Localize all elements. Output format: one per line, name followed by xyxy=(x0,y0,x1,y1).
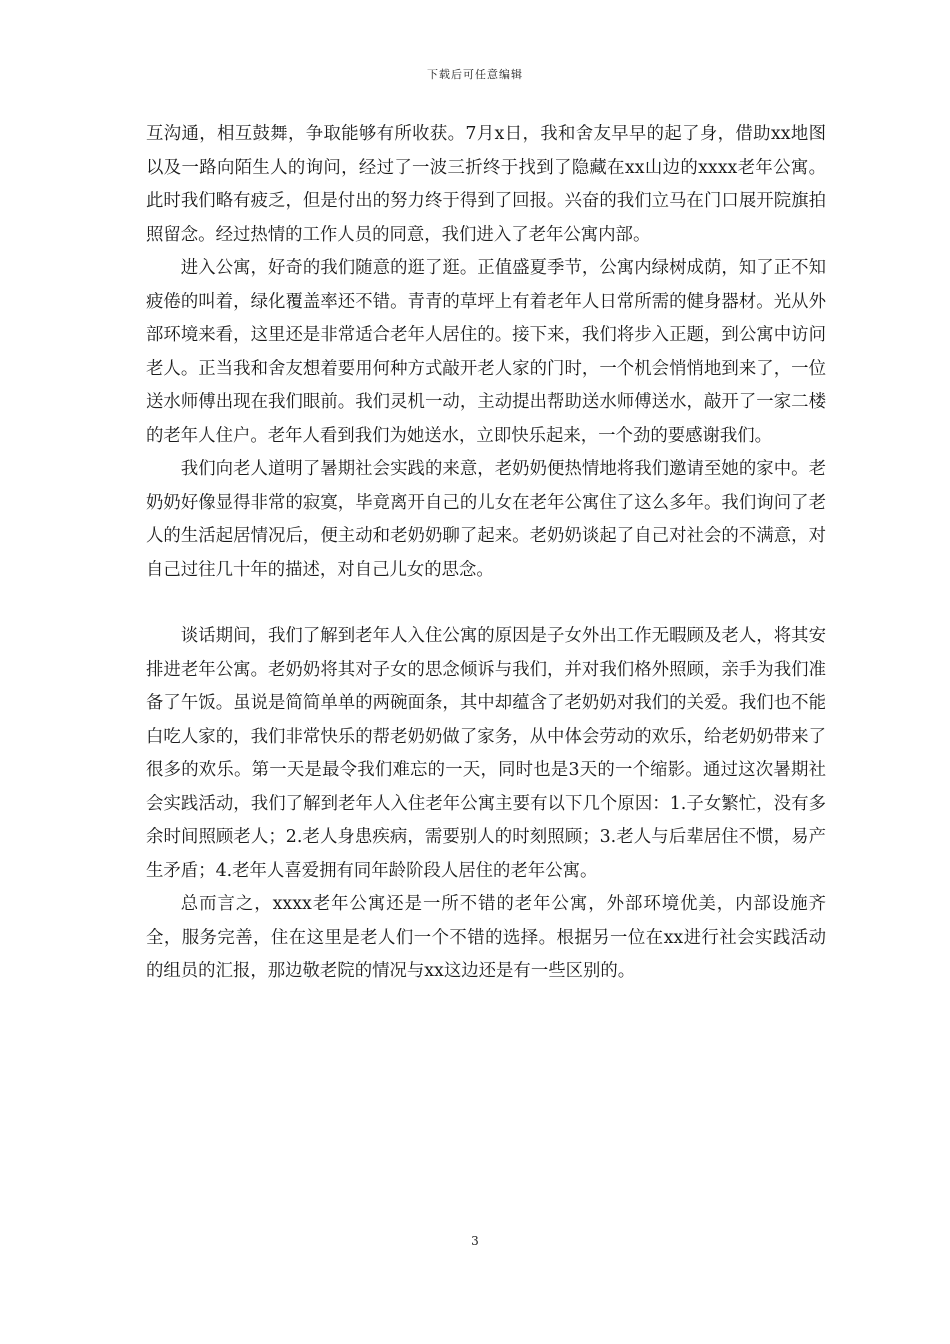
document-body xyxy=(146,118,826,989)
paragraph-visit-grandma: 我们向老人道明了暑期社会实践的来意，老奶奶便热情地将我们邀请至她的家中。老奶奶好像显得非常的寂寞，毕竟离开自己的儿女在老年公寓住了这么多年。我们询问了老人的生活起居情况后，便主动和老奶奶聊了起来。老奶奶谈起了自己对社会的不满意，对自己过往几十年的描述，对自己儿女的思念。 xyxy=(146,459,826,580)
paragraph-conclusion: 总而言之，xxxx老年公寓还是一所不错的老年公寓，外部环境优美，内部设施齐全，服务完善，住在这里是老人们一个不错的选择。根据另一位在xx进行社会实践活动的组员的汇报，那边敬老院的情况与xx这边还是有一些区别的。 xyxy=(146,894,826,981)
paragraph-entering-apartment: 进入公寓，好奇的我们随意的逛了逛。正值盛夏季节，公寓内绿树成荫，知了正不知疲倦的叫着，绿化覆盖率还不错。青青的草坪上有着老年人日常所需的健身器材。光从外部环境来看，这里还是非常适合老年人居住的。接下来，我们将步入正题，到公寓中访问老人。正当我和舍友想着要用何种方式敲开老人家的门时，一个机会悄悄地到来了，一位送水师傅出现在我们眼前。我们灵机一动，主动提出帮助送水师傅送水，敲开了一家二楼的老年人住户。老年人看到我们为她送水，立即快乐起来，一个劲的要感谢我们。 xyxy=(146,258,826,446)
paragraph-spacer xyxy=(146,587,826,620)
paragraph-conversation: 谈话期间，我们了解到老年人入住公寓的原因是子女外出工作无暇顾及老人，将其安排进老年公寓。老奶奶将其对子女的思念倾诉与我们，并对我们格外照顾，亲手为我们准备了午饭。虽说是简简单单的两碗面条，其中却蕴含了老奶奶对我们的关爱。我们也不能白吃人家的，我们非常快乐的帮老奶奶做了家务，从中体会劳动的欢乐，给老奶奶带来了很多的欢乐。第一天是最令我们难忘的一天，同时也是3天的一个缩影。通过这次暑期社会实践活动，我们了解到老年人入住老年公寓主要有以下几个原因：1.子女繁忙，没有多余时间照顾老人；2.老人身患疾病，需要别人的时刻照顾；3.老人与后辈居住不惯，易产生矛盾；4.老年人喜爱拥有同年龄阶段人居住的老年公寓。 xyxy=(146,626,826,881)
page-header: 下载后可任意编辑 xyxy=(427,68,523,81)
page-number: 3 xyxy=(471,1234,479,1248)
paragraph-continued: 互沟通，相互鼓舞，争取能够有所收获。7月x日，我和舍友早早的起了身，借助xx地图以及一路向陌生人的询问，经过了一波三折终于找到了隐藏在xx山边的xxxx老年公寓。此时我们略有疲乏，但是付出的努力终于得到了回报。兴奋的我们立马在门口展开院旗拍照留念。经过热情的工作人员的同意，我们进入了老年公寓内部。 xyxy=(146,124,826,245)
